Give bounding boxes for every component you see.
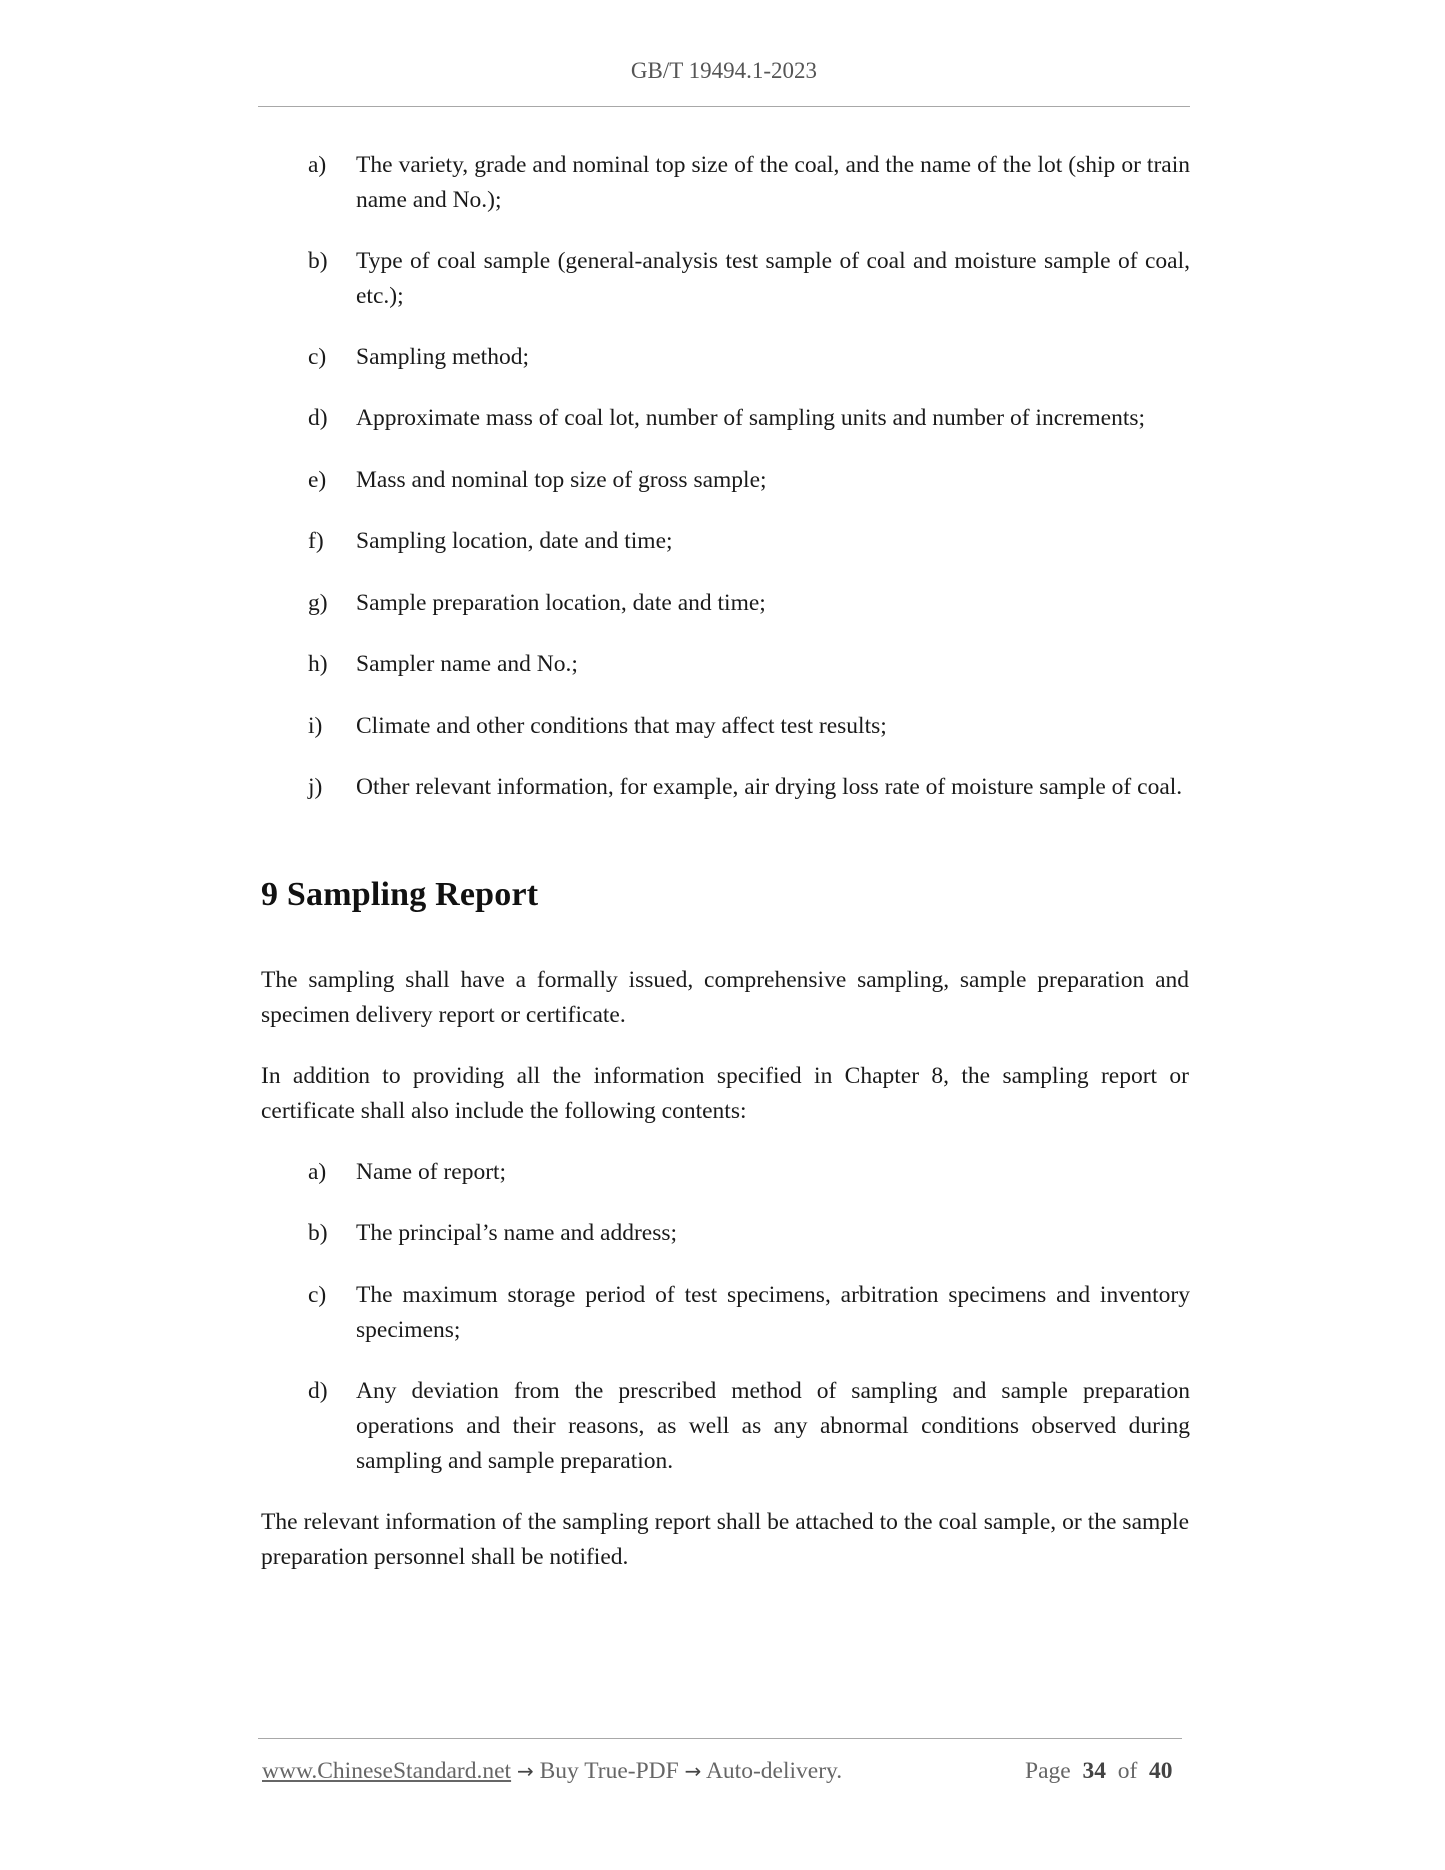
paragraph: In addition to providing all the information specified in Chapter 8, the sampling report or certificate shall also include the following contents: xyxy=(261,1063,1189,1124)
list-marker: b) xyxy=(308,248,328,274)
header-divider xyxy=(258,106,1190,107)
list-marker: j) xyxy=(308,774,323,800)
list-item-text: Sampler name and No.; xyxy=(356,651,578,677)
delivery-text: Auto-delivery. xyxy=(705,1758,843,1784)
current-page: 34 xyxy=(1082,1758,1106,1784)
arrow-right-icon: → xyxy=(516,1759,534,1783)
list-item-text: Mass and nominal top size of gross sample; xyxy=(356,467,767,493)
list-marker: g) xyxy=(308,590,328,616)
list-marker: a) xyxy=(308,152,327,178)
arrow-right-icon: → xyxy=(684,1759,702,1783)
list-marker: e) xyxy=(308,467,327,493)
page-number xyxy=(1025,1758,1173,1785)
list-marker: c) xyxy=(308,1282,327,1308)
total-pages: 40 xyxy=(1149,1758,1173,1784)
page-label: Page xyxy=(1025,1758,1071,1784)
list-item-text: The variety, grade and nominal top size of the coal, and the name of the lot (ship or train name and No.); xyxy=(356,152,1190,213)
list-marker: b) xyxy=(308,1220,328,1246)
list-marker: d) xyxy=(308,405,328,431)
list-marker: a) xyxy=(308,1159,327,1185)
of-label: of xyxy=(1117,1758,1138,1784)
list-item-text: Other relevant information, for example, air drying loss rate of moisture sample of coal. xyxy=(356,774,1183,800)
list-item-text: Type of coal sample (general-analysis test sample of coal and moisture sample of coal, etc.); xyxy=(356,248,1190,309)
list-item-text: The principal’s name and address; xyxy=(356,1220,678,1246)
paragraph: The sampling shall have a formally issued, comprehensive sampling, sample preparation and specimen delivery report or certificate. xyxy=(261,967,1189,1028)
footer-promo xyxy=(262,1758,842,1785)
page-header: GB/T 19494.1-2023 xyxy=(630,58,818,83)
section-heading: 9 Sampling Report xyxy=(261,876,539,913)
list-item-text: Climate and other conditions that may affect test results; xyxy=(356,713,887,739)
list-marker: d) xyxy=(308,1378,328,1404)
list-item-text: Sample preparation location, date and time; xyxy=(356,590,766,616)
list-item-text: Approximate mass of coal lot, number of sampling units and number of increments; xyxy=(356,405,1146,431)
list-item-text: Any deviation from the prescribed method of sampling and sample preparation operations and their reasons, as well as any abnormal conditions observed during sampling and sample preparation. xyxy=(356,1378,1190,1474)
list-marker: h) xyxy=(308,651,328,677)
list-marker: i) xyxy=(308,713,323,739)
footer-divider xyxy=(258,1738,1182,1739)
list-item-text: Name of report; xyxy=(356,1159,507,1185)
website-link[interactable]: www.ChineseStandard.net xyxy=(262,1758,512,1784)
list-marker: f) xyxy=(308,528,324,554)
list-marker: c) xyxy=(308,344,327,370)
paragraph: The relevant information of the sampling report shall be attached to the coal sample, or the sample preparation personnel shall be notified. xyxy=(261,1509,1189,1570)
buy-text: Buy True-PDF xyxy=(539,1758,679,1784)
list-item-text: Sampling location, date and time; xyxy=(356,528,673,554)
list-item-text: The maximum storage period of test specimens, arbitration specimens and inventory specimens; xyxy=(356,1282,1190,1343)
list-item-text: Sampling method; xyxy=(356,344,529,370)
